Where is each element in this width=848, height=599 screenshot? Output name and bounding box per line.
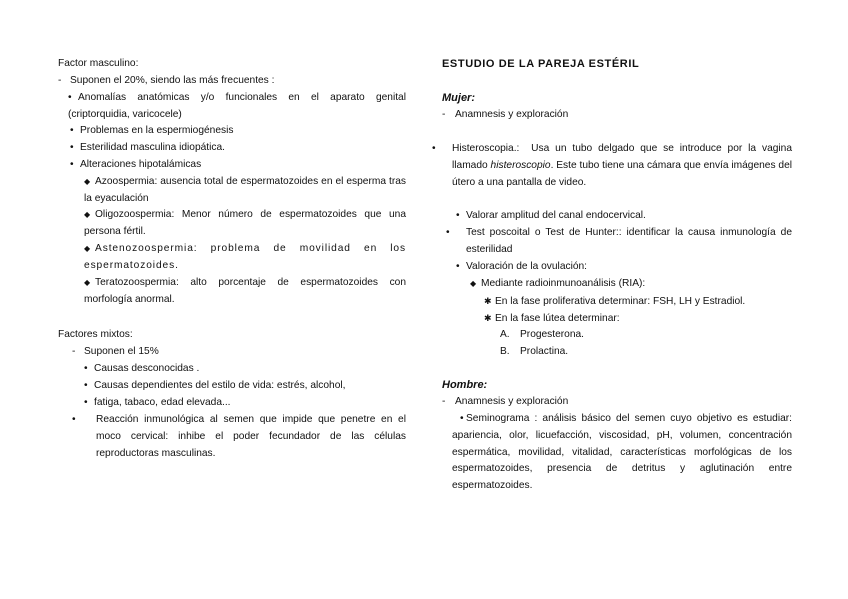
fase-text: En la fase proliferativa determinar: FSH, LH y Estradiol.: [495, 296, 746, 307]
lettered-item: [500, 327, 584, 344]
ria-text: Mediante radioinmunoanálisis (RIA):: [481, 278, 646, 289]
bullet-icon: •: [84, 380, 88, 391]
intro-text: Suponen el 20%, siendo las más frecuentes :: [70, 75, 275, 86]
list-item: [456, 259, 587, 276]
diamond-bullet-icon: ◆: [84, 244, 92, 253]
ria-item: [470, 276, 645, 293]
document-title: ESTUDIO DE LA PAREJA ESTÉRIL: [442, 58, 640, 70]
list-item: [72, 412, 406, 462]
bullet-icon: •: [70, 159, 74, 170]
bullet-icon: •: [84, 363, 88, 374]
diamond-bullet-icon: ◆: [84, 210, 91, 219]
fase-item: [484, 293, 745, 311]
bullet-icon: •: [460, 413, 464, 424]
sub-list-item: [84, 174, 406, 208]
list-item-text: Alteraciones hipotalámicas: [80, 159, 202, 170]
asterisk-bullet-icon: ✱: [484, 313, 492, 323]
histeroscopia-paragraph: [432, 141, 792, 191]
bullet-icon: •: [70, 125, 74, 136]
list-item-text: Anomalías anatómicas y/o funcionales en el aparato genital (criptorquidia, varicocele): [68, 92, 406, 120]
sub-list-item-text: Teratozoospermia: alto porcentaje de espermatozoides con morfología anormal.: [84, 277, 406, 305]
mujer-anamnesis: [442, 107, 568, 124]
bullet-icon: •: [84, 397, 88, 408]
hombre-heading: Hombre:: [442, 379, 488, 391]
dash-bullet: -: [58, 75, 62, 86]
list-letter: B.: [500, 346, 510, 357]
asterisk-bullet-icon: ✱: [484, 296, 492, 306]
list-item-text: fatiga, tabaco, edad elevada...: [94, 397, 231, 408]
factores-mixtos-intro: [72, 344, 159, 361]
histeroscopio-term: histeroscopio: [490, 159, 551, 171]
sub-list-item-text: Oligozoospermia: Menor número de espermatozoides que una persona fértil.: [84, 209, 406, 237]
histeroscopia-text-end: . Este tubo tiene una cámara que envía imágenes del útero a una pantalla de video.: [452, 159, 792, 188]
fase-item: [484, 310, 620, 328]
lettered-text: Prolactina.: [520, 346, 569, 357]
sub-list-item-text: Astenozoospermia: problema de movilidad en los espermatozoides.: [84, 243, 406, 271]
list-letter: A.: [500, 329, 510, 340]
intro-text: Suponen el 15%: [84, 346, 159, 357]
diamond-bullet-icon: ◆: [84, 177, 91, 186]
seminograma-text: Seminograma : análisis básico del semen cuyo objetivo es estudiar: apariencia, olor, licuefacción, viscosidad, pH, volumen, concentración espermática, movilidad, vitalidad, características morfológicas de los espermatozoides, presencia de detritus y aglutinación entre espermatozoides.: [452, 413, 792, 492]
factor-masculino-intro: [58, 73, 274, 90]
factores-mixtos-heading: Factores mixtos:: [58, 329, 133, 340]
list-item-text: Problemas en la espermiogénesis: [80, 125, 234, 136]
anamnesis-text: Anamnesis y exploración: [455, 396, 569, 407]
bullet-icon: •: [68, 92, 72, 103]
list-item-text: Causas dependientes del estilo de vida: estrés, alcohol,: [94, 380, 346, 391]
diamond-bullet-icon: ◆: [84, 278, 91, 287]
list-item: [456, 208, 646, 225]
bullet-icon: •: [70, 142, 74, 153]
sub-list-item: [84, 207, 406, 241]
lettered-text: Progesterona.: [520, 329, 584, 340]
hombre-anamnesis: [442, 394, 568, 411]
list-item-text: Valorar amplitud del canal endocervical.: [466, 210, 646, 221]
list-item: [84, 378, 345, 395]
bullet-icon: •: [456, 261, 460, 272]
list-item: [84, 361, 199, 378]
list-item: [68, 90, 406, 124]
list-item-text: Causas desconocidas .: [94, 363, 200, 374]
list-item: [70, 123, 233, 140]
list-item: [446, 225, 792, 259]
factor-masculino-heading: Factor masculino:: [58, 58, 139, 69]
list-item-text: Test poscoital o Test de Hunter:: identificar la causa inmunología de esterilidad: [466, 227, 792, 255]
fase-text: En la fase lútea determinar:: [495, 313, 620, 324]
dash-bullet: -: [72, 346, 76, 357]
list-item: [84, 395, 231, 412]
mujer-heading: Mujer:: [442, 92, 475, 104]
histeroscopia-label: Histeroscopia.:: [452, 143, 520, 154]
sub-list-item: [84, 275, 406, 309]
lettered-item: [500, 344, 568, 361]
dash-bullet: -: [442, 396, 446, 407]
sub-list-item: [84, 241, 406, 275]
bullet-icon: •: [446, 227, 450, 238]
list-item: [70, 140, 225, 157]
list-item: [70, 157, 201, 174]
anamnesis-text: Anamnesis y exploración: [455, 109, 569, 120]
list-item-text: Reacción inmunológica al semen que impide que penetre en el moco cervical: inhibe el poder fecundador de las células reproductoras masculinas.: [96, 414, 406, 459]
histeroscopia-text: Usa un tubo delgado que se introduce por la vagina llamado: [452, 143, 792, 171]
bullet-icon: •: [432, 143, 436, 154]
dash-bullet: -: [442, 109, 446, 120]
seminograma-paragraph: [452, 411, 792, 495]
bullet-icon: •: [456, 210, 460, 221]
list-item-text: Esterilidad masculina idiopática.: [80, 142, 225, 153]
sub-list-item-text: Azoospermia: ausencia total de espermatozoides en el esperma tras la eyaculación: [84, 176, 406, 204]
list-item-text: Valoración de la ovulación:: [466, 261, 588, 272]
diamond-bullet-icon: ◆: [470, 279, 477, 288]
bullet-icon: •: [72, 414, 76, 425]
